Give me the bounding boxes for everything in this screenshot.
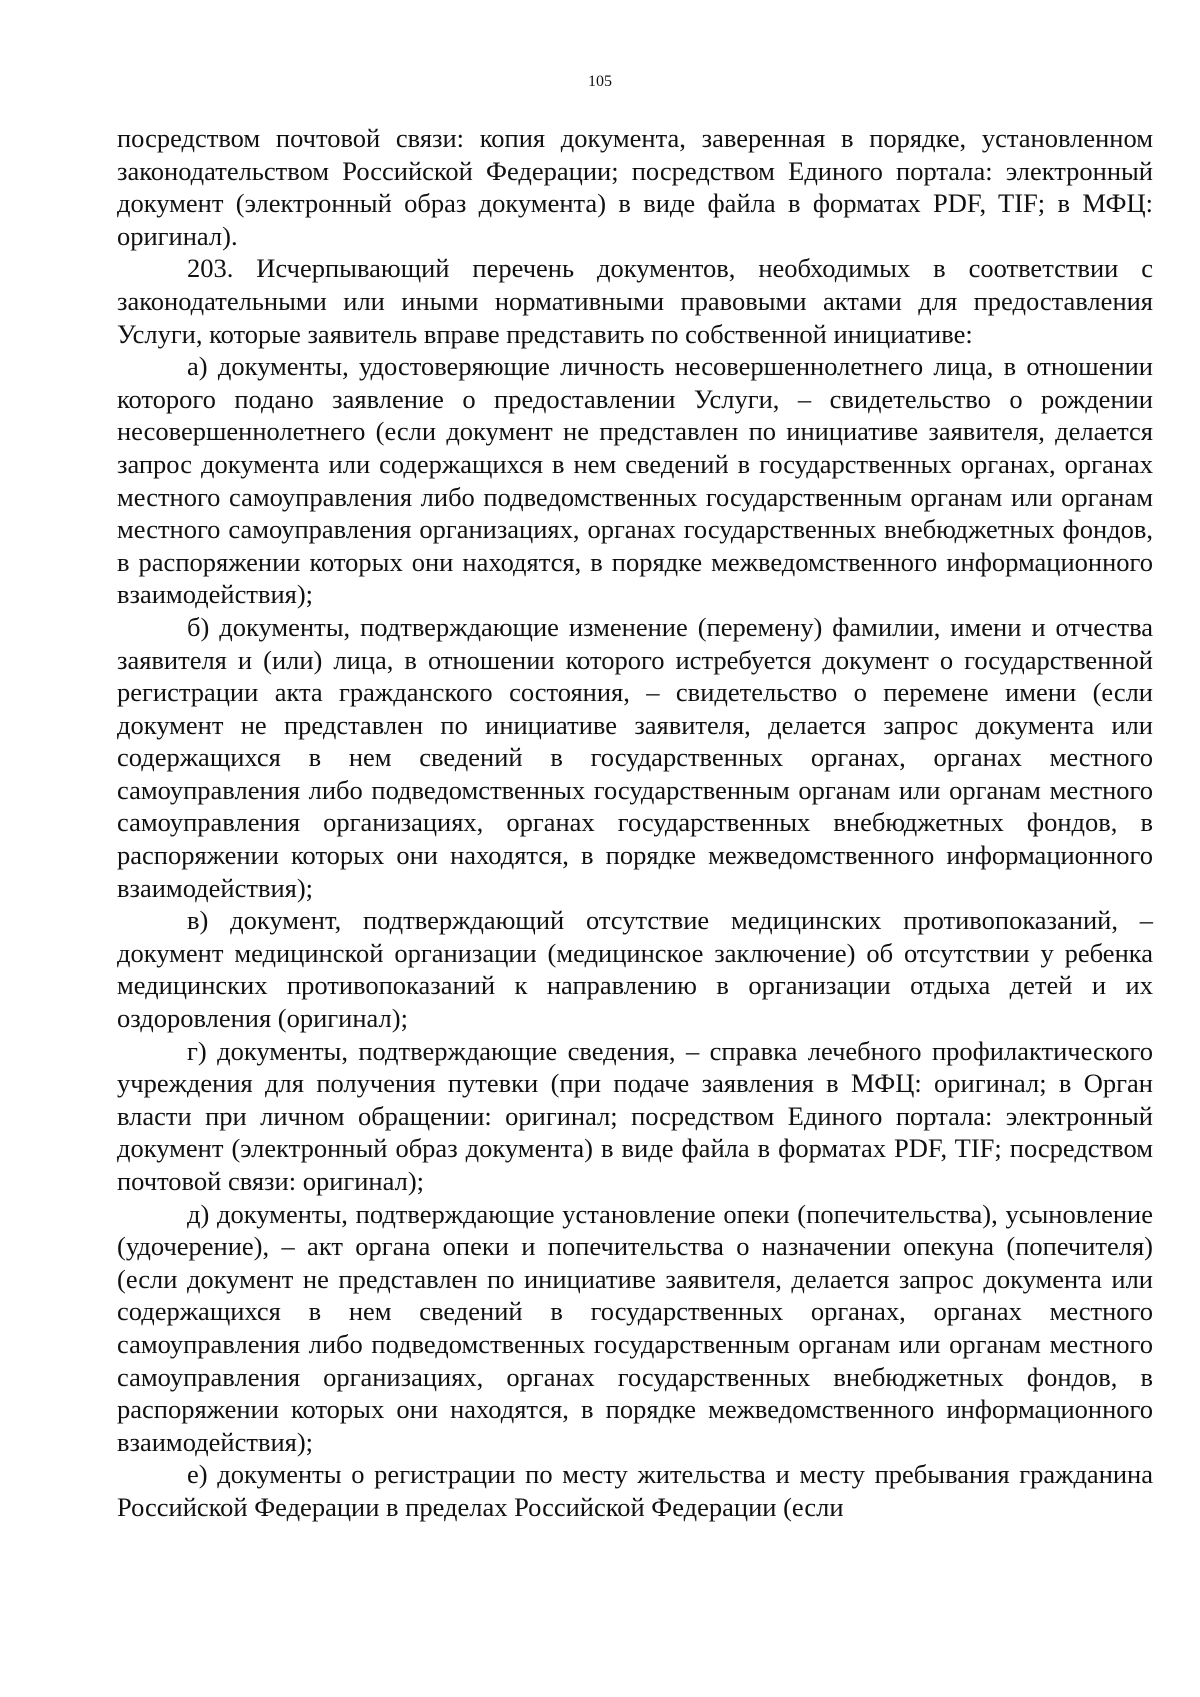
paragraph-continuation: посредством почтовой связи: копия документа, заверенная в порядке, установленном законодательством Российской Федерации; посредством Единого портала: электронный документ (электронный образ документа) в виде файла в форматах PDF, TIF; в МФЦ: оригинал). <box>117 123 1153 251</box>
page-number: 105 <box>588 73 612 90</box>
paragraph-item-203: 203. Исчерпывающий перечень документов, необходимых в соответствии с законодательными или иными нормативными правовыми актами для предоставления Услуги, которые заявитель вправе представить по собственной инициативе: <box>117 253 1153 349</box>
paragraph-subitem-g: г) документы, подтверждающие сведения, – справка лечебного профилактического учреждения для получения путевки (при подаче заявления в МФЦ: оригинал; в Орган власти при личном обращении: оригинал; посредством Единого портала: электронный документ (электронный образ документа) в виде файла в форматах PDF, TIF; посредством почтовой связи: оригинал); <box>117 1035 1153 1196</box>
paragraph-subitem-d: д) документы, подтверждающие установление опеки (попечительства), усыновление (удочерение), – акт органа опеки и попечительства о назначении опекуна (попечителя) (если документ не представлен по инициативе заявителя, делается запрос документа или содержащихся в нем сведений в государственных органах, органах местного самоуправления либо подведомственных государственным органам или органам местного самоуправления организациях, органах государственных внебюджетных фондов, в распоряжении которых они находятся, в порядке межведомственного информационного взаимодействия); <box>117 1198 1153 1457</box>
paragraph-subitem-v: в) документ, подтверждающий отсутствие медицинских противопоказаний, – документ медицинской организации (медицинское заключение) об отсутствии у ребенка медицинских противопоказаний к направлению в организации отдыха детей и их оздоровления (оригинал); <box>117 905 1153 1034</box>
paragraph-subitem-e: е) документы о регистрации по месту жительства и месту пребывания гражданина Российской Федерации в пределах Российской Федерации (если <box>117 1459 1153 1522</box>
paragraph-subitem-b: б) документы, подтверждающие изменение (перемену) фамилии, имени и отчества заявителя и (или) лица, в отношении которого истребуется документ о государственной регистрации акта гражданского состояния, – свидетельство о перемене имени (если документ не представлен по инициативе заявителя, делается запрос документа или содержащихся в нем сведений в государственных органах, органах местного самоуправления либо подведомственных государственным органам или органам местного самоуправления организациях, органах государственных внебюджетных фондов, в распоряжении которых они находятся, в порядке межведомственного информационного взаимодействия); <box>117 611 1153 903</box>
document-body <box>117 122 1153 1524</box>
paragraph-subitem-a: а) документы, удостоверяющие личность несовершеннолетнего лица, в отношении которого подано заявление о предоставлении Услуги, – свидетельство о рождении несовершеннолетнего (если документ не представлен по инициативе заявителя, делается запрос документа или содержащихся в нем сведений в государственных органах, органах местного самоуправления либо подведомственных государственным органам или органам местного самоуправления организациях, органах государственных внебюджетных фондов, в распоряжении которых они находятся, в порядке межведомственного информационного взаимодействия); <box>117 351 1153 610</box>
